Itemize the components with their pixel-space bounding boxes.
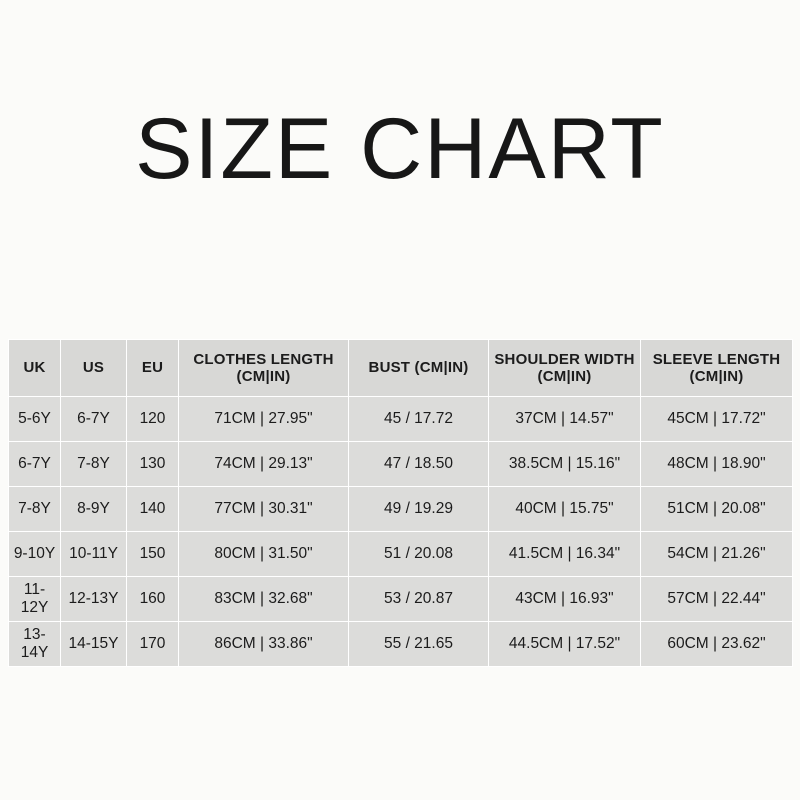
cell-sleeve-length: 57CM | 22.44" (641, 577, 793, 622)
cell-eu: 130 (127, 442, 179, 487)
cell-us: 6-7Y (61, 397, 127, 442)
column-header-eu: EU (127, 340, 179, 397)
cell-sleeve-length: 45CM | 17.72" (641, 397, 793, 442)
table-row (9, 622, 793, 667)
cell-sleeve-length: 60CM | 23.62" (641, 622, 793, 667)
cell-eu: 150 (127, 532, 179, 577)
column-header-bust: BUST (CM|IN) (349, 340, 489, 397)
cell-clothes-length: 80CM | 31.50" (179, 532, 349, 577)
cell-uk: 7-8Y (9, 487, 61, 532)
cell-uk: 9-10Y (9, 532, 61, 577)
cell-sleeve-length: 51CM | 20.08" (641, 487, 793, 532)
column-header-shoulder-width: SHOULDER WIDTH (CM|IN) (489, 340, 641, 397)
cell-clothes-length: 86CM | 33.86" (179, 622, 349, 667)
cell-shoulder-width: 44.5CM | 17.52" (489, 622, 641, 667)
size-chart-table (8, 339, 793, 667)
cell-clothes-length: 71CM | 27.95" (179, 397, 349, 442)
column-header-uk: UK (9, 340, 61, 397)
cell-clothes-length: 74CM | 29.13" (179, 442, 349, 487)
cell-sleeve-length: 48CM | 18.90" (641, 442, 793, 487)
cell-shoulder-width: 41.5CM | 16.34" (489, 532, 641, 577)
column-header-clothes-length: CLOTHES LENGTH (CM|IN) (179, 340, 349, 397)
cell-shoulder-width: 37CM | 14.57" (489, 397, 641, 442)
table-row (9, 532, 793, 577)
column-header-us: US (61, 340, 127, 397)
table-header (9, 340, 793, 397)
cell-shoulder-width: 40CM | 15.75" (489, 487, 641, 532)
table-body (9, 397, 793, 667)
cell-us: 10-11Y (61, 532, 127, 577)
cell-shoulder-width: 43CM | 16.93" (489, 577, 641, 622)
cell-eu: 120 (127, 397, 179, 442)
cell-bust: 45 / 17.72 (349, 397, 489, 442)
cell-bust: 49 / 19.29 (349, 487, 489, 532)
cell-eu: 170 (127, 622, 179, 667)
cell-uk: 6-7Y (9, 442, 61, 487)
table-header-row (9, 340, 793, 397)
cell-clothes-length: 83CM | 32.68" (179, 577, 349, 622)
cell-us: 12-13Y (61, 577, 127, 622)
cell-clothes-length: 77CM | 30.31" (179, 487, 349, 532)
cell-bust: 55 / 21.65 (349, 622, 489, 667)
cell-bust: 51 / 20.08 (349, 532, 489, 577)
table-row (9, 397, 793, 442)
cell-eu: 160 (127, 577, 179, 622)
cell-us: 7-8Y (61, 442, 127, 487)
cell-uk: 13-14Y (9, 622, 61, 667)
cell-us: 8-9Y (61, 487, 127, 532)
cell-bust: 53 / 20.87 (349, 577, 489, 622)
page-title: SIZE CHART (135, 101, 665, 197)
table-row (9, 577, 793, 622)
table-row (9, 442, 793, 487)
cell-shoulder-width: 38.5CM | 15.16" (489, 442, 641, 487)
cell-us: 14-15Y (61, 622, 127, 667)
size-chart-table-container (8, 339, 792, 667)
cell-sleeve-length: 54CM | 21.26" (641, 532, 793, 577)
column-header-sleeve-length: SLEEVE LENGTH (CM|IN) (641, 340, 793, 397)
table-row (9, 487, 793, 532)
cell-uk: 5-6Y (9, 397, 61, 442)
cell-uk: 11-12Y (9, 577, 61, 622)
cell-eu: 140 (127, 487, 179, 532)
cell-bust: 47 / 18.50 (349, 442, 489, 487)
